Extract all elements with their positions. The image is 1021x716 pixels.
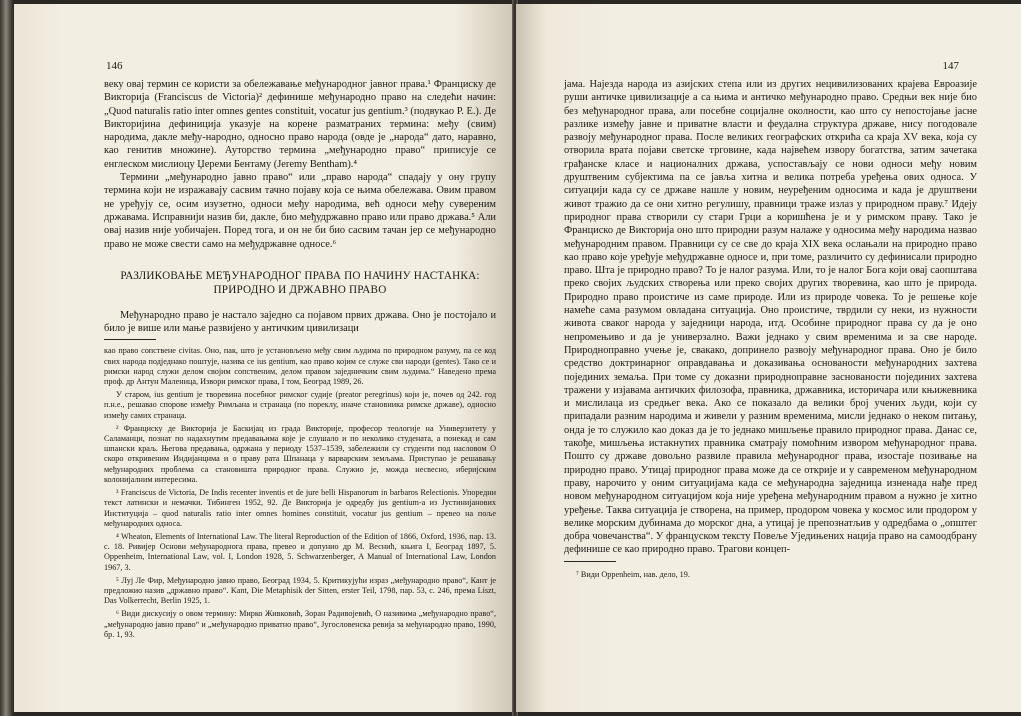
page-number: 146 (106, 60, 123, 72)
footnote: ⁶ Види дискусију о овом термину: Мирко Живковић, Зоран Радивојевић, О називима „међународно право“, „међународно јавно право“ и „међународно приватно право“, Југословенска ревија за међународно право, 1990, бр. 1, 93. (104, 609, 496, 639)
footnote: као право сопствене civitas. Оно, пак, што је установљено међу свим људима по природном разуму, па се код свих народа подједнако поштује, назива се ius gentium, као право којим се служе сви народи (gentes). Тако се и римски народ служи делом својим сопственим, делом правом заједничким свим људима.“ Наведено према проф. др Антун Маленица, Извори римског права, I том, Београд 1989, 26. (104, 346, 496, 387)
left-footnotes (104, 346, 496, 639)
footnote: У старом, ius gentium је творевина посебног римског судије (preator peregrinus) који је, почев од 242. год п.н.е., решавао спорове између Римљана и странаца (по пореклу, иначе становника римске државе), односно између самих странаца. (104, 390, 496, 420)
left-body-text (104, 78, 496, 335)
paragraph: Међународно право је настало заједно са појавом првих држава. Оно је постојало и било је више или мање развијено у античким цивилизаци (104, 309, 496, 335)
footnote-divider (564, 561, 616, 562)
footnote-divider (104, 339, 156, 340)
paragraph: Термини „међународно јавно право“ или „право народа“ спадају у ону групу термина који не изражавају сасвим тачно појаву која се њима обележава. Овим правом не уређују се, осим изузетно, односи међу народима, већ односи међу сувереним државама. Исправнији назив би, дакле, био међудржавно право или право држава.⁵ Али овај назив није уобичајен. Поред тога, и он не би био сасвим тачан јер се међународно право не може свести само на међудржавне односе.⁶ (104, 172, 496, 250)
footnote: ² Франциску де Викторија је Баскијац из града Викторије, професор теологије на Универзитету у Саламанци, познат по надахнутим предавањима које је слушало и по неколико студената, а понекад и сам шпански краљ. Његова предавања, одржана у периоду 1537–1539, забележили су студенти под насловом О скоро откривеним Индијанцима и о праву рата Шпанаца у варварским земљама. Приступао је решавању међународних проблема са становишта природног права. Служио је, можда несвесно, иберијским колонијалним интересима. (104, 423, 496, 484)
paragraph: веку овај термин се користи за обележавање међународног јавног права.¹ Франциску де Викторија (Franciscus de Victoria)² дефинише међународно право на следећи начин: „Quod naturalis ratio inter omnes gentes constituit, vocatur jus gentium.³ (подвукао Р. Е.). Де Викторијина дефиниција указује на корене разматраних термина: међу (свим) народима, дакле међу-народно, односно право народа (овде је „народа“ дато, наравно, као генитив множине). Ауторство термина „међународно право“ приписује се енглеском мислиоцу Џереми Бентаму (Jeremy Bentham).⁴ (104, 79, 496, 170)
footnote: ⁴ Wheaton, Elements of International Law. The literal Reproduction of the Edition of 1866, Oxford, 1936, пар. 13. с. 18. Ривијер Основи међународнога права, превео и допунио др М. Веснић, књига I, Београд 1897, 5. Oppenheim, International Law, vol. I, London 1928, 5. Schwarzenberger, A Manual of International Law, London 1967, 3. (104, 531, 496, 572)
right-page (516, 4, 1021, 712)
left-page (14, 4, 514, 712)
paragraph: јама. Најезда народа из азијских степа или из других нецивилизованих крајева Евроазије руши античке цивилизације а са њима и античко међународно право. Средњи век није био без међународног права, али посебне социјалне околности, као што су непостојање јасне разлике између јавне и приватне власти и феудална структура државе, нису погодовале развоју међународног права. После великих географских открића са краја XV века, која су отворила врата појави светске трговине, када највећем извору богатства, затим зачетака грађанске класе и националних држава, успостављају се нови односи међу новим друштвеним субјектима па се јавља хитна и велика потреба уређења ових односа. У ситуацији када су се државе нашле у новим, неуређеним односима и када је друштвени живот тражио да се они хитно регулишу, правници траже излаз у природном праву.⁷ Идеју природног права створили су стари Грци а коришћена је и у римском праву. Тако је Франциско де Викторија оно што природни разум налаже у односима међу народима назвао међународним правом. Правници су се све до краја XIX века ослањали на природно право као право које уређује међудржавне односе и, при томе, различито су дефинисали природно право. Шта је природно право? То је налог разума. Или, то је налог Бога који овај саопштава преко својих људских створења или преко својих других творевина, као што је природа. Природно право проистиче из саме природе. Или из природе човека. То је решење које намеће сама разумом овладана ситуација. Оно проистиче, тврдили су неки, из нужности живота сваког народа у заједници народа, итд. Особине природног права су да је оно непромењиво и да је универзално. Важи једнако у свим временима и за све народе. Природноправно учење је, свакако, допринело развоју међународног права. Оно је било средство доктринарног оправдавања и доказивања основаности међународних захтева појединих земаља. При томе су доказни природноправне засновaности појединих захтева тражени у изјавама античких филозофа, правника, државника, историчара или књижевника и мислилаца из средњег века. Ако се показало да велики број учених људи, који су припадали разним народима и живели у разним временима, мисли једнако о неком питању, онда је то служило као доказ да је то једнако мишљење правило природног права. Данас се, такође, мишљења истакнутих правника сматрају помоћним извором међународног права. Пошто су државе довољно развиле правила међународног права, изостаје позивање на природно право. Утицај природног права може да се открије и у савременом међународном праву, нарочито у оним ситуацијама када се међународна заједница изненада нађе пред новом међународном ситуацијом која није уређена међународним правом а нужно је хитно уређење. Таква ситуација је створена, на пример, продором човека у космос или продором у велике морским дубинама до морског дна, а утицај је препознатљив у одредбама о „општег добра човечанства“. У француском тексту Повеље Уједињених нација право на самоодбрану дефинише се као природно право. Трагови концеп- (564, 79, 977, 556)
page-number: 147 (942, 60, 959, 72)
right-body-text (564, 78, 977, 557)
right-footnotes (564, 570, 977, 580)
footnote: ³ Franciscus de Victoria, De Indis recenter inventis et de jure belli Hispanorum in barbaros Relectionis. Упоредни текст латински и немачки. Тибинген 1952, 92. Де Викторија је одредбу jus gentium-а из Јустинијанових Институција – quod naturalis ratio inter omnes homines constituit, vocatur jus gentium – превео на поље међународних односа. (104, 488, 496, 528)
section-heading: РАЗЛИКОВАЊЕ МЕЂУНАРОДНОГ ПРАВА ПО НАЧИНУ НАСТАНКА: ПРИРОДНО И ДРЖАВНО ПРАВО (120, 269, 480, 296)
footnote: ⁷ Види Oppenheim, нав. дело, 19. (576, 569, 690, 579)
footnote: ⁵ Луј Ле Фир, Међународно јавно право, Београд 1934, 5. Критикујући израз „међународно право“, Кант је предложио назив „државно право“. Kant, Die Metaphisik der Sitten, erster Teil, 1798, пар. 53, с. 246, према Liszt, Das Volkerrecht, Berlin 1925, 1. (104, 575, 496, 606)
